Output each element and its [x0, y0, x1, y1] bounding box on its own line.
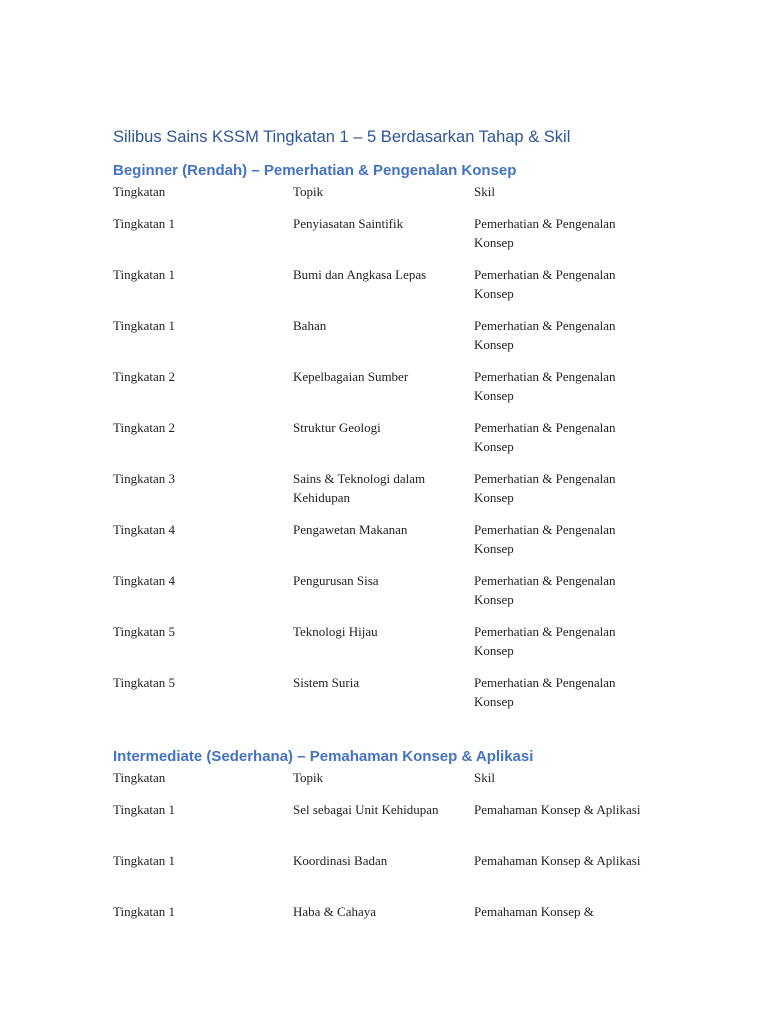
cell-tingkatan: Tingkatan 1	[113, 802, 175, 817]
cell-skil: Pemerhatian & Pengenalan Konsep	[474, 624, 616, 658]
cell-tingkatan: Tingkatan 2	[113, 420, 175, 435]
cell-skil: Pemerhatian & Pengenalan Konsep	[474, 216, 616, 250]
cell-skil: Pemerhatian & Pengenalan Konsep	[474, 420, 616, 454]
cell-tingkatan: Tingkatan 1	[113, 216, 175, 231]
cell-topik: Pengurusan Sisa	[293, 573, 379, 588]
column-header-skil: Skil	[474, 770, 495, 785]
column-header-skil: Skil	[474, 184, 495, 199]
column-header-topik: Topik	[293, 770, 324, 785]
cell-tingkatan: Tingkatan 1	[113, 853, 175, 868]
cell-topik: Haba & Cahaya	[293, 904, 377, 919]
cell-topik: Penyiasatan Saintifik	[293, 216, 404, 231]
document-page	[113, 124, 673, 953]
table-row	[113, 367, 673, 418]
column-header-tingkatan: Tingkatan	[113, 184, 166, 199]
table-row	[113, 469, 673, 520]
cell-tingkatan: Tingkatan 1	[113, 267, 175, 282]
cell-skil: Pemerhatian & Pengenalan Konsep	[474, 369, 616, 403]
cell-tingkatan: Tingkatan 5	[113, 624, 175, 639]
cell-tingkatan: Tingkatan 1	[113, 904, 175, 919]
table-row	[113, 622, 673, 673]
cell-skil: Pemerhatian & Pengenalan Konsep	[474, 318, 616, 352]
cell-skil: Pemerhatian & Pengenalan Konsep	[474, 522, 616, 556]
cell-topik: Sistem Suria	[293, 675, 360, 690]
table-row	[113, 265, 673, 316]
cell-skil: Pemahaman Konsep &	[474, 904, 594, 919]
cell-skil: Pemerhatian & Pengenalan Konsep	[474, 573, 616, 607]
cell-skil: Pemerhatian & Pengenalan Konsep	[474, 675, 616, 709]
cell-skil: Pemahaman Konsep & Aplikasi	[474, 853, 641, 868]
cell-tingkatan: Tingkatan 1	[113, 318, 175, 333]
cell-topik: Bahan	[293, 318, 327, 333]
cell-tingkatan: Tingkatan 2	[113, 369, 175, 384]
syllabus-table-beginner	[113, 182, 673, 724]
cell-topik: Bumi dan Angkasa Lepas	[293, 267, 427, 282]
column-header-topik: Topik	[293, 184, 324, 199]
table-row	[113, 673, 673, 724]
section-heading-beginner: Beginner (Rendah) – Pemerhatian & Pengenalan Konsep	[113, 162, 517, 179]
document-title: Silibus Sains KSSM Tingkatan 1 – 5 Berdasarkan Tahap & Skil	[113, 128, 571, 146]
table-header-row	[113, 182, 673, 214]
syllabus-table-intermediate	[113, 768, 673, 953]
cell-topik: Struktur Geologi	[293, 420, 381, 435]
table-row	[113, 851, 673, 902]
cell-skil: Pemahaman Konsep & Aplikasi	[474, 802, 641, 817]
cell-topik: Teknologi Hijau	[293, 624, 378, 639]
table-row	[113, 214, 673, 265]
table-row	[113, 571, 673, 622]
table-row	[113, 520, 673, 571]
cell-tingkatan: Tingkatan 4	[113, 573, 175, 588]
column-header-tingkatan: Tingkatan	[113, 770, 166, 785]
cell-skil: Pemerhatian & Pengenalan Konsep	[474, 471, 616, 505]
cell-topik: Sains & Teknologi dalam Kehidupan	[293, 471, 426, 505]
table-row	[113, 902, 673, 953]
cell-tingkatan: Tingkatan 5	[113, 675, 175, 690]
cell-topik: Kepelbagaian Sumber	[293, 369, 409, 384]
cell-skil: Pemerhatian & Pengenalan Konsep	[474, 267, 616, 301]
table-row	[113, 316, 673, 367]
cell-tingkatan: Tingkatan 4	[113, 522, 175, 537]
cell-topik: Sel sebagai Unit Kehidupan	[293, 802, 439, 817]
table-row	[113, 800, 673, 851]
table-header-row	[113, 768, 673, 800]
section-heading-intermediate: Intermediate (Sederhana) – Pemahaman Konsep & Aplikasi	[113, 748, 534, 765]
cell-topik: Pengawetan Makanan	[293, 522, 408, 537]
cell-topik: Koordinasi Badan	[293, 853, 388, 868]
cell-tingkatan: Tingkatan 3	[113, 471, 175, 486]
table-row	[113, 418, 673, 469]
